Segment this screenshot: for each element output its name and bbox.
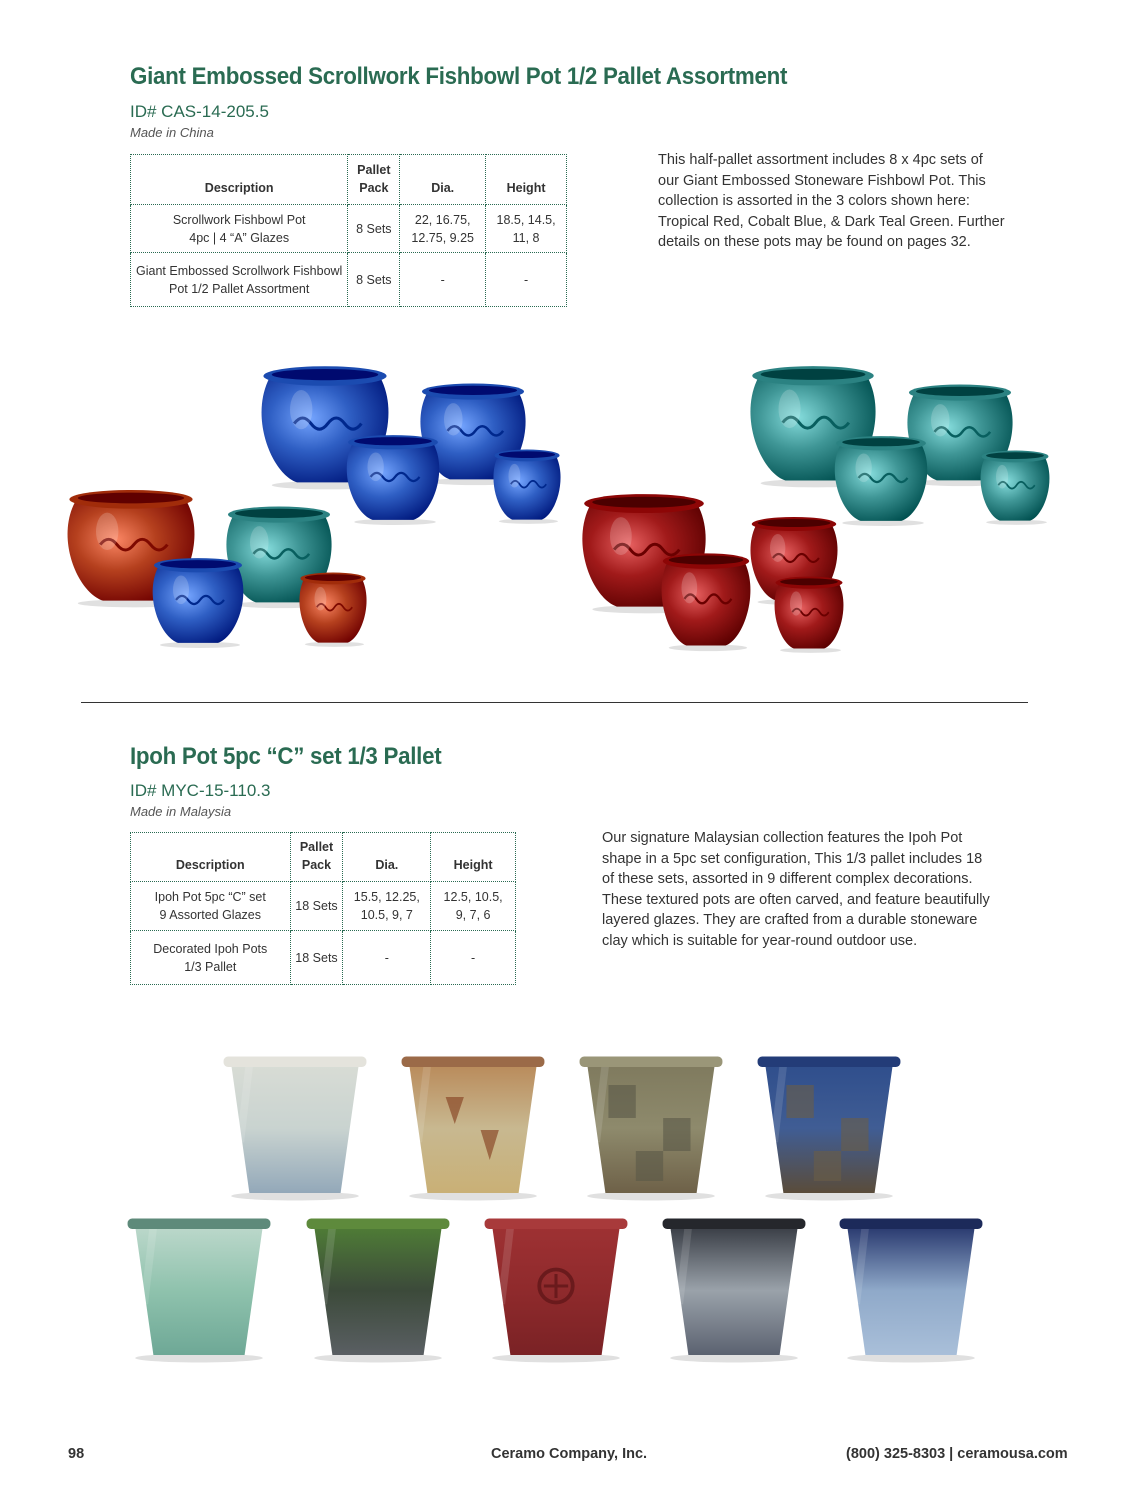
cell-description: Ipoh Pot 5pc “C” set 9 Assorted Glazes [131, 882, 291, 931]
section2-spec-table [130, 832, 516, 985]
cell-pack: 8 Sets [348, 205, 400, 253]
footer-contact: (800) 325-8303 | ceramousa.com [846, 1446, 1068, 1462]
cell-dia: - [400, 253, 486, 307]
cell-height: - [431, 931, 516, 985]
pot-image [753, 1052, 905, 1202]
section1-id: ID# CAS-14-205.5 [130, 102, 269, 121]
pot-image [302, 1214, 454, 1364]
pot-image [219, 1052, 371, 1202]
cell-height: - [486, 253, 567, 307]
section2-description: Our signature Malaysian collection features the Ipoh Pot shape in a 5pc set configuration, This 1/3 pallet includes 18 of these sets, assorted in 9 different complex decorations. These textured pots are often carved, and feature beautifully layered glazes. They are crafted from a durable stoneware clay which is suitable for year-round outdoor use. [602, 830, 990, 949]
footer-company: Ceramo Company, Inc. [491, 1446, 648, 1462]
cell-pack: 18 Sets [290, 931, 343, 985]
cell-dia: 22, 16.75, 12.75, 9.25 [400, 205, 486, 253]
cell-description: Giant Embossed Scrollwork Fishbowl Pot 1/2 Pallet Assortment [131, 253, 348, 307]
pot-image [148, 555, 248, 647]
cell-dia: 15.5, 12.25, 10.5, 9, 7 [343, 882, 431, 931]
pot-image [123, 1214, 275, 1364]
header-height: Height [486, 155, 567, 205]
section2-id: ID# MYC-15-110.3 [130, 781, 271, 800]
header-dia: Dia. [343, 833, 431, 882]
pot-image [830, 433, 932, 525]
table-row [131, 931, 516, 985]
pot-image [490, 447, 564, 523]
pot-image [342, 432, 444, 524]
table-row [131, 205, 567, 253]
header-description: Description [131, 833, 291, 882]
table-row [131, 882, 516, 931]
section1-origin: Made in China [130, 125, 214, 140]
header-pallet-pack: Pallet Pack [348, 155, 400, 205]
pot-image [977, 448, 1053, 524]
cell-height: 18.5, 14.5, 11, 8 [486, 205, 567, 253]
cell-description: Scrollwork Fishbowl Pot 4pc | 4 “A” Glazes [131, 205, 348, 253]
header-dia: Dia. [400, 155, 486, 205]
section2-origin: Made in Malaysia [130, 804, 232, 819]
pot-image [397, 1052, 549, 1202]
cell-height: 12.5, 10.5, 9, 7, 6 [431, 882, 516, 931]
header-description: Description [131, 155, 348, 205]
header-pallet-pack: Pallet Pack [290, 833, 343, 882]
cell-dia: - [343, 931, 431, 985]
cell-pack: 18 Sets [290, 882, 343, 931]
cell-description: Decorated Ipoh Pots 1/3 Pallet [131, 931, 291, 985]
section1-title: Giant Embossed Scrollwork Fishbowl Pot 1/2 Pallet Assortment [130, 63, 788, 90]
table-row [131, 253, 567, 307]
cell-pack: 8 Sets [348, 253, 400, 307]
header-height: Height [431, 833, 516, 882]
section-divider [81, 702, 1028, 703]
section1-description: This half-pallet assortment includes 8 x 4pc sets of our Giant Embossed Stoneware Fishbowl Pot. This collection is assorted in the 3 colors shown here: Tropical Red, Cobalt Blue, & Dark Teal Green. Further details on these pots may be found on pages 32. [658, 152, 1005, 250]
section2-title: Ipoh Pot 5pc “C” set 1/3 Pallet [130, 743, 442, 770]
page-number: 98 [68, 1446, 85, 1462]
pot-image [658, 1214, 810, 1364]
pot-image [657, 550, 755, 650]
pot-image [575, 1052, 727, 1202]
pot-image [771, 574, 847, 652]
pot-image [480, 1214, 632, 1364]
pot-image [835, 1214, 987, 1364]
section1-spec-table [130, 154, 567, 307]
pot-image [296, 570, 370, 646]
